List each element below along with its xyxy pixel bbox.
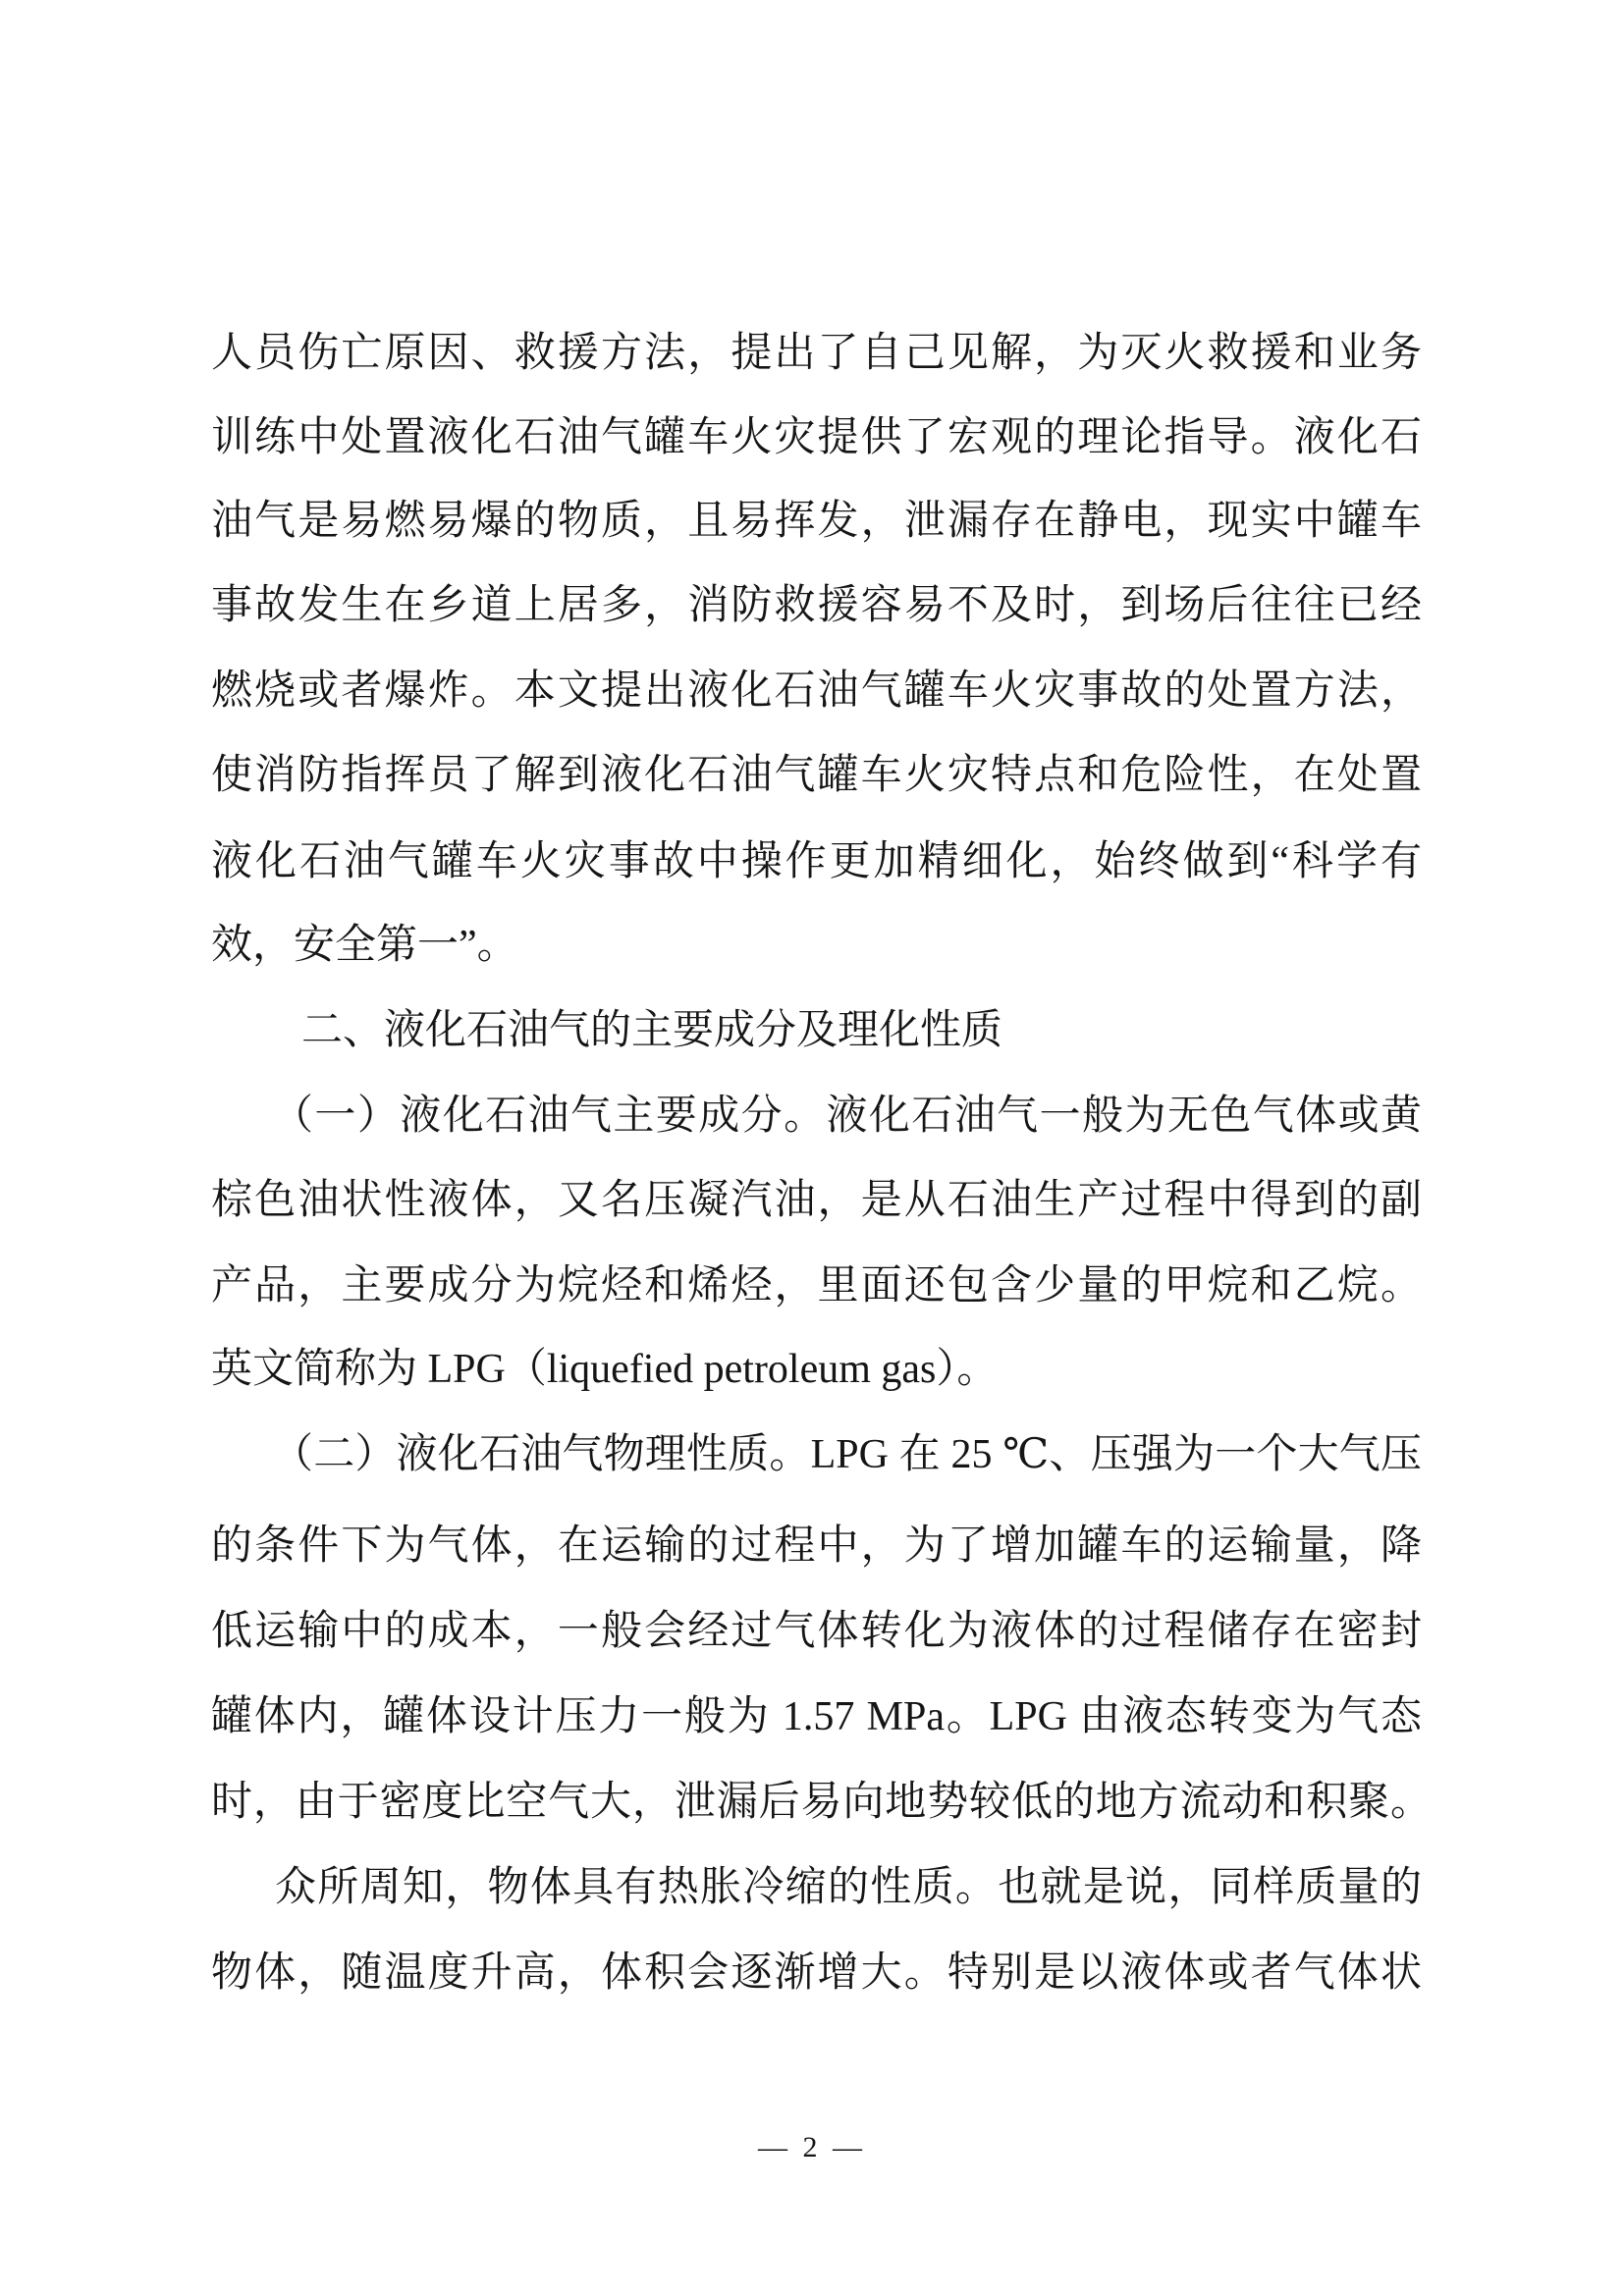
body-line: 产品，主要成分为烷烃和烯烃，里面还包含少量的甲烷和乙烷。 [211,1263,1422,1308]
body-line: 棕色油状性液体，又名压凝汽油，是从石油生产过程中得到的副 [211,1178,1422,1223]
body-line: 英文简称为 LPG（liquefied petroleum gas）。 [211,1347,999,1392]
body-line: 训练中处置液化石油气罐车火灾提供了宏观的理论指导。液化石 [211,415,1422,460]
page-number: — 2 — [758,2131,866,2163]
body-line: 使消防指挥员了解到液化石油气罐车火灾特点和危险性，在处置 [211,753,1422,798]
body-line: 事故发生在乡道上居多，消防救援容易不及时，到场后往往已经 [211,583,1422,628]
section-heading: 二、液化石油气的主要成分及理化性质 [301,1008,1003,1053]
body-line: 众所周知，物体具有热胀冷缩的性质。也就是说，同样质量的 [275,1865,1422,1910]
body-line: 油气是易燃易爆的物质，且易挥发，泄漏存在静电，现实中罐车 [211,499,1422,544]
body-line: 时，由于密度比空气大，泄漏后易向地势较低的地方流动和积聚。 [211,1780,1432,1825]
body-line: 物体，随温度升高，体积会逐渐增大。特别是以液体或者气体状 [211,1950,1422,1996]
body-line: 的条件下为气体，在运输的过程中，为了增加罐车的运输量，降 [211,1523,1422,1569]
body-line: （二）液化石油气物理性质。LPG 在 25 ℃、压强为一个大气压 [272,1432,1422,1477]
body-line: （一）液化石油气主要成分。液化石油气一般为无色气体或黄 [272,1094,1422,1139]
body-line: 液化石油气罐车火灾事故中操作更加精细化，始终做到“科学有 [211,839,1422,884]
body-line: 人员伤亡原因、救援方法，提出了自己见解，为灭火救援和业务 [211,331,1422,376]
body-line: 低运输中的成本，一般会经过气体转化为液体的过程储存在密封 [211,1609,1422,1654]
body-line: 燃烧或者爆炸。本文提出液化石油气罐车火灾事故的处置方法， [211,668,1422,714]
body-line: 效，安全第一”。 [211,923,518,968]
body-line: 罐体内，罐体设计压力一般为 1.57 MPa。LPG 由液态转变为气态 [211,1694,1422,1739]
